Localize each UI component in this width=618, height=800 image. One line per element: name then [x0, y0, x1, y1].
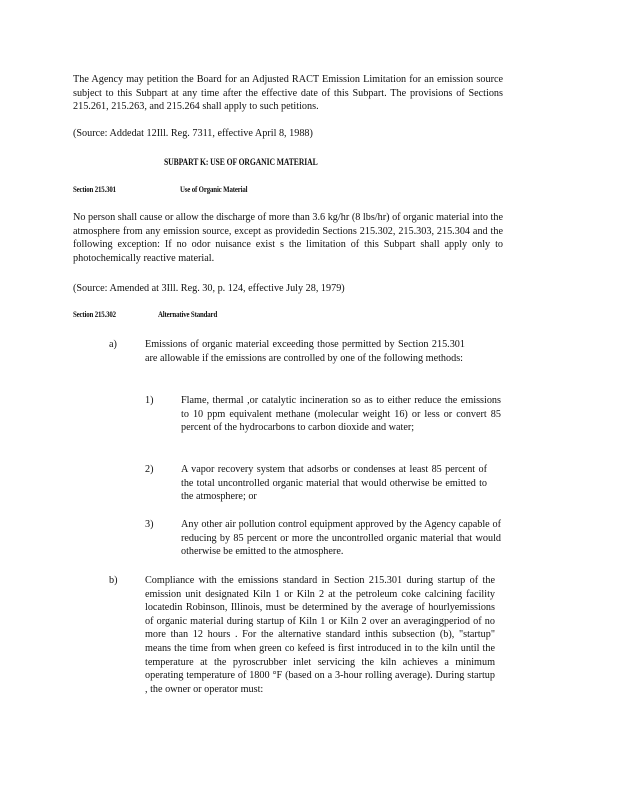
item-a-paragraph: Emissions of organic material exceeding those permitted by Section 215.301 are allowable if the emissions are controlled by one of the following methods:: [145, 339, 465, 364]
item-b-marker: b): [109, 575, 118, 586]
section-302-title: Alternative Standard: [158, 310, 218, 319]
source-note-2: (Source: Amended at 3Ill. Reg. 30, p. 124, effective July 28, 1979): [73, 283, 345, 294]
item-a2-paragraph: A vapor recovery system that adsorbs or condenses at least 85 percent of the total uncontrolled organic material that would otherwise be emitted to the atmosphere; or: [181, 464, 487, 503]
item-a1-marker: 1): [145, 395, 154, 406]
section-301-paragraph: No person shall cause or allow the discharge of more than 3.6 kg/hr (8 lbs/hr) of organic material into the atmosphere from any emission source, except as providedin Sections 215.302, 215.303, 215.304 and the following exception: If no odor nuisance exist s the limitation of this Subpart shall apply only to photochemically reactive material.: [73, 212, 503, 264]
item-a1-paragraph: Flame, thermal ,or catalytic incineration so as to either reduce the emissions to 10 ppm equivalent methane (molecular weight 16) or less or convert 85 percent of the hydrocarbons to carbon dioxide and water;: [181, 395, 501, 434]
source-note-1: (Source: Addedat 12Ill. Reg. 7311, effective April 8, 1988): [73, 128, 313, 139]
item-a2-marker: 2): [145, 464, 154, 475]
intro-paragraph: The Agency may petition the Board for an Adjusted RACT Emission Limitation for an emission source subject to this Subpart at any time after the effective date of this Subpart. The provisions of Sections 215.261, 215.263, and 215.264 shall apply to such petitions.: [73, 74, 503, 113]
section-301-number: Section 215.301: [73, 185, 116, 194]
item-a3-paragraph: Any other air pollution control equipment approved by the Agency capable of reducing by 85 percent or more the uncontrolled organic material that would otherwise be emitted to the atmosphere.: [181, 519, 501, 558]
section-302-number: Section 215.302: [73, 310, 116, 319]
subpart-heading: SUBPART K: USE OF ORGANIC MATERIAL: [164, 157, 318, 167]
item-a-marker: a): [109, 339, 117, 350]
section-301-title: Use of Organic Material: [180, 185, 248, 194]
item-a3-marker: 3): [145, 519, 154, 530]
item-b-paragraph: Compliance with the emissions standard in Section 215.301 during startup of the emission unit designated Kiln 1 or Kiln 2 at the petroleum coke calcining facility locatedin Robinson, Illinois, must be determined by the average of hourlyemissions of organic material during startup of Kiln 1 or Kiln 2 over an averagingperiod of no more than 12 hours . For the alternative standard inthis subsection (b), "startup" means the time from when green co kefeed is first introduced in to the kiln until the temperature at the pyroscrubber inlet servicing the kiln achieves a minimum operating temperature of 1800 °F (based on a 3-hour rolling average). During startup , the owner or operator must:: [145, 575, 495, 695]
